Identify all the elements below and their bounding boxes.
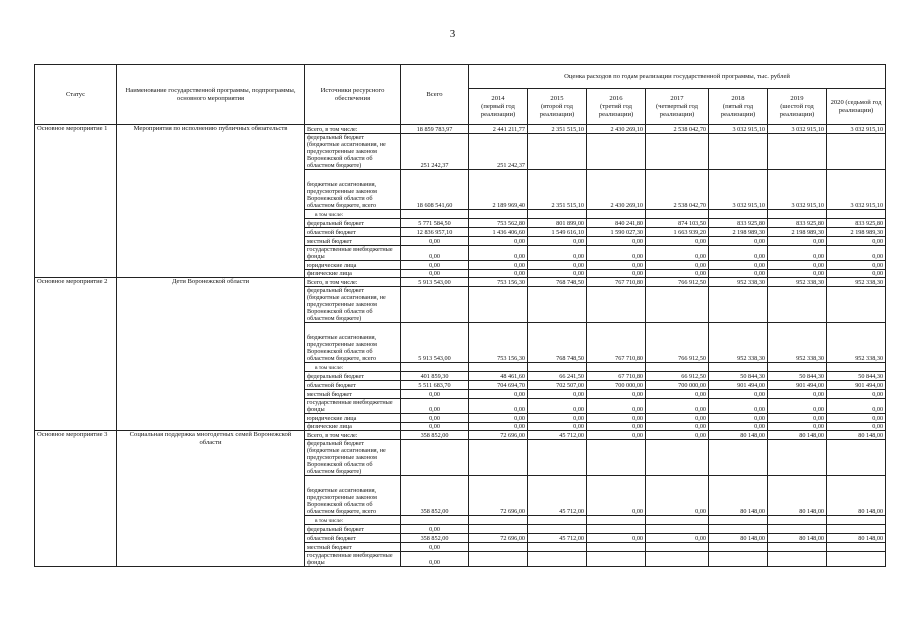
source-label: физические лица xyxy=(305,423,401,431)
total-cell: 5 511 683,70 xyxy=(401,381,469,390)
total-cell: 5 913 543,00 xyxy=(401,278,469,287)
year-value-cell: 0,00 xyxy=(768,399,827,414)
year-value-cell: 2 198 989,30 xyxy=(827,228,886,237)
year-value-cell: 0,00 xyxy=(646,534,709,543)
year-value-cell xyxy=(646,210,709,219)
header-year-sub: (пятый год реализации) xyxy=(720,102,756,118)
total-cell: 18 608 541,60 xyxy=(401,170,469,210)
year-value-cell: 45 712,00 xyxy=(528,534,587,543)
source-label: Всего, в том числе: xyxy=(305,278,401,287)
year-value-cell xyxy=(469,543,528,552)
year-value-cell xyxy=(528,134,587,170)
header-year-1 xyxy=(528,89,587,125)
source-label: федеральный бюджет xyxy=(305,219,401,228)
year-value-cell: 2 351 515,10 xyxy=(528,170,587,210)
year-value-cell: 2 198 989,30 xyxy=(709,228,768,237)
year-value-cell: 0,00 xyxy=(709,237,768,246)
header-year-sub: (второй год реализации) xyxy=(539,102,575,118)
year-value-cell: 753 562,80 xyxy=(469,219,528,228)
year-value-cell: 0,00 xyxy=(827,414,886,423)
total-cell: 0,00 xyxy=(401,270,469,278)
year-value-cell: 0,00 xyxy=(469,399,528,414)
year-value-cell: 0,00 xyxy=(768,423,827,431)
year-value-cell xyxy=(827,552,886,567)
year-value-cell xyxy=(768,440,827,476)
year-value-cell: 0,00 xyxy=(646,431,709,440)
year-value-cell xyxy=(646,134,709,170)
year-value-cell: 0,00 xyxy=(827,270,886,278)
year-value-cell: 766 912,50 xyxy=(646,278,709,287)
year-value-cell: 0,00 xyxy=(469,261,528,270)
year-value-cell xyxy=(768,210,827,219)
year-value-cell: 0,00 xyxy=(587,534,646,543)
year-value-cell: 0,00 xyxy=(528,246,587,261)
year-value-cell: 0,00 xyxy=(827,390,886,399)
year-value-cell: 0,00 xyxy=(709,399,768,414)
year-value-cell xyxy=(768,552,827,567)
status-cell: Основное мероприятие 3 xyxy=(35,431,117,567)
year-value-cell xyxy=(768,516,827,525)
year-value-cell xyxy=(528,552,587,567)
source-label: бюджетные ассигнования, предусмотренные законом Воронежской области об областном бюджете, всего xyxy=(305,170,401,210)
year-value-cell: 0,00 xyxy=(646,423,709,431)
year-value-cell xyxy=(709,287,768,323)
total-cell xyxy=(401,516,469,525)
year-value-cell: 80 148,00 xyxy=(768,476,827,516)
year-value-cell: 80 148,00 xyxy=(709,534,768,543)
year-value-cell: 0,00 xyxy=(709,246,768,261)
year-value-cell: 66 912,50 xyxy=(646,372,709,381)
total-cell: 5 771 584,50 xyxy=(401,219,469,228)
year-value-cell xyxy=(587,525,646,534)
table-row xyxy=(35,278,886,287)
header-year-label: 2020 (седьмой год xyxy=(830,98,882,106)
year-value-cell: 0,00 xyxy=(528,237,587,246)
year-value-cell: 0,00 xyxy=(469,423,528,431)
year-value-cell: 0,00 xyxy=(768,414,827,423)
source-label: физические лица xyxy=(305,270,401,278)
year-value-cell: 833 925,80 xyxy=(827,219,886,228)
header-name: Наименование государственной программы, подпрограммы, основного мероприятия xyxy=(117,65,305,125)
source-label: государственные внебюджетные фонды xyxy=(305,399,401,414)
year-value-cell: 0,00 xyxy=(768,270,827,278)
year-value-cell: 767 710,80 xyxy=(587,278,646,287)
source-label: бюджетные ассигнования, предусмотренные законом Воронежской области об областном бюджете, всего xyxy=(305,476,401,516)
year-value-cell: 0,00 xyxy=(528,261,587,270)
year-value-cell: 0,00 xyxy=(709,414,768,423)
header-year-label: 2016 xyxy=(609,94,623,102)
year-value-cell: 0,00 xyxy=(528,423,587,431)
year-value-cell: 80 148,00 xyxy=(768,431,827,440)
year-value-cell: 72 696,00 xyxy=(469,534,528,543)
year-value-cell: 0,00 xyxy=(528,270,587,278)
table-row xyxy=(35,125,886,134)
year-value-cell: 0,00 xyxy=(646,390,709,399)
header-source: Источники ресурсного обеспечения xyxy=(305,65,401,125)
source-label: областной бюджет xyxy=(305,228,401,237)
header-year-label: 2015 xyxy=(550,94,564,102)
source-label: государственные внебюджетные фонды xyxy=(305,246,401,261)
year-value-cell: 0,00 xyxy=(469,270,528,278)
year-value-cell: 0,00 xyxy=(646,414,709,423)
year-value-cell: 0,00 xyxy=(709,423,768,431)
header-year-2 xyxy=(587,89,646,125)
total-cell xyxy=(401,440,469,476)
year-value-cell: 801 899,00 xyxy=(528,219,587,228)
year-value-cell: 50 844,30 xyxy=(827,372,886,381)
year-value-cell xyxy=(469,363,528,372)
year-value-cell: 0,00 xyxy=(768,246,827,261)
year-value-cell: 3 032 915,10 xyxy=(709,170,768,210)
year-value-cell: 2 189 969,40 xyxy=(469,170,528,210)
year-value-cell: 80 148,00 xyxy=(709,476,768,516)
year-value-cell: 702 507,00 xyxy=(528,381,587,390)
year-value-cell: 2 430 269,10 xyxy=(587,170,646,210)
year-value-cell xyxy=(646,552,709,567)
year-value-cell: 704 694,70 xyxy=(469,381,528,390)
header-year-sub: (первый год реализации) xyxy=(480,102,516,118)
header-year-label: 2018 xyxy=(731,94,745,102)
year-value-cell: 50 844,30 xyxy=(709,372,768,381)
year-value-cell xyxy=(827,525,886,534)
year-value-cell: 952 338,30 xyxy=(827,278,886,287)
year-value-cell: 0,00 xyxy=(827,237,886,246)
year-value-cell: 0,00 xyxy=(646,399,709,414)
year-value-cell xyxy=(768,525,827,534)
year-value-cell xyxy=(469,287,528,323)
year-value-cell: 753 156,30 xyxy=(469,278,528,287)
year-value-cell xyxy=(587,363,646,372)
year-value-cell: 2 538 042,70 xyxy=(646,170,709,210)
year-value-cell: 768 748,50 xyxy=(528,323,587,363)
measure-name-cell: Дети Воронежской области xyxy=(117,278,305,431)
year-value-cell xyxy=(709,516,768,525)
year-value-cell xyxy=(528,516,587,525)
year-value-cell: 0,00 xyxy=(587,423,646,431)
year-value-cell xyxy=(709,440,768,476)
year-value-cell: 0,00 xyxy=(587,414,646,423)
source-label: областной бюджет xyxy=(305,381,401,390)
year-value-cell: 700 000,00 xyxy=(646,381,709,390)
year-value-cell: 0,00 xyxy=(646,270,709,278)
year-value-cell: 0,00 xyxy=(709,390,768,399)
year-value-cell: 901 494,00 xyxy=(768,381,827,390)
source-label: государственные внебюджетные фонды xyxy=(305,552,401,567)
year-value-cell: 952 338,30 xyxy=(768,278,827,287)
year-value-cell: 0,00 xyxy=(827,423,886,431)
year-value-cell xyxy=(646,525,709,534)
year-value-cell xyxy=(528,287,587,323)
year-value-cell xyxy=(587,516,646,525)
year-value-cell: 0,00 xyxy=(528,414,587,423)
total-cell: 12 836 957,10 xyxy=(401,228,469,237)
year-value-cell xyxy=(469,210,528,219)
total-cell: 358 852,00 xyxy=(401,431,469,440)
year-value-cell: 767 710,80 xyxy=(587,323,646,363)
year-value-cell xyxy=(827,516,886,525)
year-value-cell xyxy=(827,440,886,476)
year-value-cell: 50 844,30 xyxy=(768,372,827,381)
year-value-cell: 833 925,80 xyxy=(768,219,827,228)
header-year-label: 2017 xyxy=(670,94,684,102)
year-value-cell: 0,00 xyxy=(827,399,886,414)
year-value-cell xyxy=(587,543,646,552)
header-year-sub: реализации) xyxy=(838,106,874,114)
header-total: Всего xyxy=(401,65,469,125)
year-value-cell: 0,00 xyxy=(768,261,827,270)
year-value-cell: 753 156,30 xyxy=(469,323,528,363)
year-value-cell: 952 338,30 xyxy=(768,323,827,363)
year-value-cell xyxy=(646,363,709,372)
total-cell: 0,00 xyxy=(401,237,469,246)
year-value-cell: 0,00 xyxy=(587,476,646,516)
year-value-cell xyxy=(587,134,646,170)
status-cell: Основное мероприятие 1 xyxy=(35,125,117,278)
year-value-cell xyxy=(646,543,709,552)
year-value-cell: 2 441 211,77 xyxy=(469,125,528,134)
year-value-cell: 0,00 xyxy=(827,261,886,270)
year-value-cell: 0,00 xyxy=(587,431,646,440)
year-value-cell: 251 242,37 xyxy=(469,134,528,170)
year-value-cell: 3 032 915,10 xyxy=(768,170,827,210)
table-row xyxy=(35,431,886,440)
year-value-cell xyxy=(528,525,587,534)
year-value-cell: 952 338,30 xyxy=(709,323,768,363)
year-value-cell: 72 696,00 xyxy=(469,476,528,516)
status-cell: Основное мероприятие 2 xyxy=(35,278,117,431)
year-value-cell: 2 351 515,10 xyxy=(528,125,587,134)
year-value-cell xyxy=(827,134,886,170)
header-year-6 xyxy=(827,89,886,125)
total-cell: 0,00 xyxy=(401,423,469,431)
source-label: федеральный бюджет xyxy=(305,372,401,381)
year-value-cell: 3 032 915,10 xyxy=(709,125,768,134)
year-value-cell: 840 241,80 xyxy=(587,219,646,228)
header-estimate: Оценка расходов по годам реализации государственной программы, тыс. рублей xyxy=(469,65,886,89)
total-cell: 0,00 xyxy=(401,261,469,270)
year-value-cell: 0,00 xyxy=(709,270,768,278)
year-value-cell: 0,00 xyxy=(646,246,709,261)
year-value-cell: 0,00 xyxy=(469,414,528,423)
year-value-cell xyxy=(768,363,827,372)
year-value-cell: 0,00 xyxy=(587,261,646,270)
total-cell: 358 852,00 xyxy=(401,534,469,543)
year-value-cell xyxy=(709,543,768,552)
header-year-3 xyxy=(646,89,709,125)
year-value-cell: 2 538 042,70 xyxy=(646,125,709,134)
year-value-cell xyxy=(709,363,768,372)
year-value-cell: 0,00 xyxy=(469,246,528,261)
measure-name-cell: Социальная поддержка многодетных семей Воронежской области xyxy=(117,431,305,567)
year-value-cell xyxy=(709,134,768,170)
year-value-cell: 1 436 406,60 xyxy=(469,228,528,237)
year-value-cell xyxy=(768,543,827,552)
year-value-cell: 0,00 xyxy=(587,390,646,399)
year-value-cell: 3 032 915,10 xyxy=(768,125,827,134)
header-year-sub: (третий год реализации) xyxy=(598,102,634,118)
total-cell: 358 852,00 xyxy=(401,476,469,516)
year-value-cell: 0,00 xyxy=(646,476,709,516)
total-cell: 0,00 xyxy=(401,543,469,552)
year-value-cell: 45 712,00 xyxy=(528,476,587,516)
year-value-cell: 952 338,30 xyxy=(827,323,886,363)
year-value-cell: 901 494,00 xyxy=(827,381,886,390)
year-value-cell: 80 148,00 xyxy=(827,476,886,516)
year-value-cell: 80 148,00 xyxy=(827,431,886,440)
year-value-cell: 67 710,80 xyxy=(587,372,646,381)
page-number: 3 xyxy=(449,28,456,40)
year-value-cell: 0,00 xyxy=(646,261,709,270)
year-value-cell xyxy=(646,516,709,525)
year-value-cell xyxy=(469,516,528,525)
budget-table xyxy=(34,64,886,567)
year-value-cell: 0,00 xyxy=(768,390,827,399)
year-value-cell: 48 461,60 xyxy=(469,372,528,381)
year-value-cell: 2 198 989,30 xyxy=(768,228,827,237)
year-value-cell: 0,00 xyxy=(528,399,587,414)
year-value-cell: 766 912,50 xyxy=(646,323,709,363)
header-year-sub: (шестой год реализации) xyxy=(779,102,815,118)
source-label: областной бюджет xyxy=(305,534,401,543)
year-value-cell: 0,00 xyxy=(587,237,646,246)
source-label: федеральный бюджет (бюджетные ассигнования, не предусмотренные законом Воронежской области об областном бюджете) xyxy=(305,134,401,170)
source-label: местный бюджет xyxy=(305,543,401,552)
total-cell xyxy=(401,363,469,372)
year-value-cell: 768 748,50 xyxy=(528,278,587,287)
total-cell: 251 242,37 xyxy=(401,134,469,170)
year-value-cell xyxy=(646,287,709,323)
year-value-cell: 0,00 xyxy=(587,399,646,414)
year-value-cell xyxy=(827,363,886,372)
total-cell: 401 859,30 xyxy=(401,372,469,381)
source-label: Всего, в том числе: xyxy=(305,125,401,134)
source-label: в том числе: xyxy=(305,210,401,219)
year-value-cell xyxy=(528,440,587,476)
total-cell: 0,00 xyxy=(401,552,469,567)
year-value-cell: 901 494,00 xyxy=(709,381,768,390)
year-value-cell: 80 148,00 xyxy=(709,431,768,440)
year-value-cell xyxy=(768,287,827,323)
year-value-cell xyxy=(827,287,886,323)
year-value-cell: 0,00 xyxy=(827,246,886,261)
measure-name-cell: Мероприятия по исполнению публичных обязательств xyxy=(117,125,305,278)
year-value-cell: 0,00 xyxy=(709,261,768,270)
year-value-cell: 0,00 xyxy=(528,390,587,399)
year-value-cell: 1 663 939,20 xyxy=(646,228,709,237)
source-label: Всего, в том числе: xyxy=(305,431,401,440)
year-value-cell: 2 430 269,10 xyxy=(587,125,646,134)
year-value-cell: 66 241,50 xyxy=(528,372,587,381)
year-value-cell xyxy=(469,525,528,534)
source-label: в том числе: xyxy=(305,516,401,525)
total-cell: 18 859 783,97 xyxy=(401,125,469,134)
total-cell: 0,00 xyxy=(401,414,469,423)
source-label: юридические лица xyxy=(305,261,401,270)
source-label: федеральный бюджет (бюджетные ассигнования, не предусмотренные законом Воронежской области об областном бюджете) xyxy=(305,440,401,476)
year-value-cell: 0,00 xyxy=(646,237,709,246)
year-value-cell: 0,00 xyxy=(469,237,528,246)
year-value-cell: 0,00 xyxy=(587,246,646,261)
year-value-cell xyxy=(587,440,646,476)
header-year-0 xyxy=(469,89,528,125)
year-value-cell: 72 696,00 xyxy=(469,431,528,440)
year-value-cell: 952 338,30 xyxy=(709,278,768,287)
source-label: федеральный бюджет (бюджетные ассигнования, не предусмотренные законом Воронежской области об областном бюджете) xyxy=(305,287,401,323)
year-value-cell xyxy=(587,287,646,323)
year-value-cell xyxy=(528,210,587,219)
year-value-cell xyxy=(709,552,768,567)
source-label: местный бюджет xyxy=(305,237,401,246)
header-status: Статус xyxy=(35,65,117,125)
year-value-cell: 1 549 616,10 xyxy=(528,228,587,237)
year-value-cell xyxy=(528,363,587,372)
source-label: в том числе: xyxy=(305,363,401,372)
year-value-cell: 80 148,00 xyxy=(768,534,827,543)
header-year-5 xyxy=(768,89,827,125)
year-value-cell xyxy=(827,210,886,219)
total-cell: 0,00 xyxy=(401,246,469,261)
year-value-cell xyxy=(469,440,528,476)
source-label: юридические лица xyxy=(305,414,401,423)
year-value-cell: 3 032 915,10 xyxy=(827,170,886,210)
year-value-cell xyxy=(469,552,528,567)
year-value-cell: 0,00 xyxy=(587,270,646,278)
year-value-cell: 1 590 027,30 xyxy=(587,228,646,237)
year-value-cell: 700 000,00 xyxy=(587,381,646,390)
year-value-cell xyxy=(587,552,646,567)
year-value-cell xyxy=(709,525,768,534)
total-cell: 5 913 543,00 xyxy=(401,323,469,363)
total-cell xyxy=(401,210,469,219)
year-value-cell: 874 103,50 xyxy=(646,219,709,228)
header-year-4 xyxy=(709,89,768,125)
year-value-cell: 80 148,00 xyxy=(827,534,886,543)
year-value-cell: 0,00 xyxy=(469,390,528,399)
source-label: бюджетные ассигнования, предусмотренные законом Воронежской области об областном бюджете, всего xyxy=(305,323,401,363)
total-cell xyxy=(401,287,469,323)
source-label: местный бюджет xyxy=(305,390,401,399)
header-year-sub: (четвертый год реализации) xyxy=(655,102,699,118)
year-value-cell xyxy=(709,210,768,219)
year-value-cell xyxy=(827,543,886,552)
year-value-cell xyxy=(768,134,827,170)
year-value-cell: 3 032 915,10 xyxy=(827,125,886,134)
year-value-cell xyxy=(646,440,709,476)
total-cell: 0,00 xyxy=(401,390,469,399)
header-year-label: 2014 xyxy=(491,94,505,102)
source-label: федеральный бюджет xyxy=(305,525,401,534)
year-value-cell xyxy=(528,543,587,552)
total-cell: 0,00 xyxy=(401,525,469,534)
year-value-cell xyxy=(587,210,646,219)
header-year-label: 2019 xyxy=(790,94,804,102)
year-value-cell: 833 925,80 xyxy=(709,219,768,228)
year-value-cell: 0,00 xyxy=(768,237,827,246)
year-value-cell: 45 712,00 xyxy=(528,431,587,440)
total-cell: 0,00 xyxy=(401,399,469,414)
